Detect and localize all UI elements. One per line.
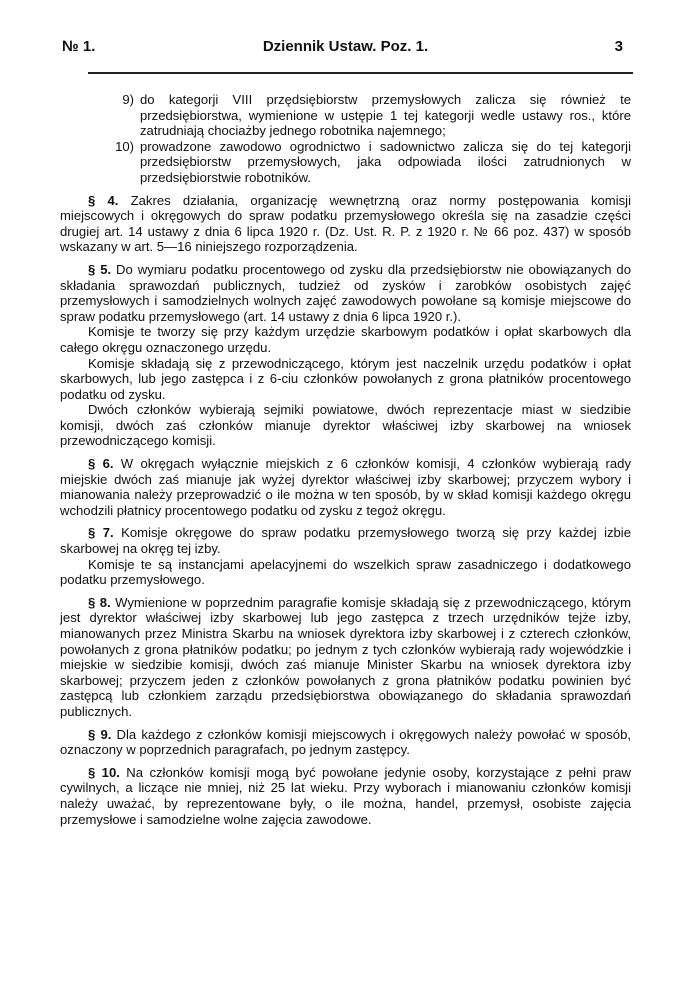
journal-title: Dziennik Ustaw. Poz. 1. [262,38,429,55]
section-mark: § 4. [88,192,119,208]
header-rule [88,72,633,74]
section-text: Komisje okręgowe do spraw podatku przemysłowego tworzą się przy każdej izbie skarbowej na okręg tej izby. [60,525,632,557]
section-mark: § 8. [88,594,111,610]
section-8 [60,595,631,720]
document-body [60,92,631,827]
section-text: Zakres działania, organizację wewnętrzną oraz normy postępowania komisji miejscowych i okręgowych do spraw podatku przemysłowego określa się na zasadzie części drugiej art. 14 ustawy z dnia 6 lipca 1920 r. (Dz. Ust. R. P. z 1920 r. № 66 poz. 437) w sposób wskazany w art. 5—16 niniejszego rozporządzenia. [60,192,631,255]
section-mark: § 7. [88,525,114,541]
section-9 [60,727,631,758]
section-10 [60,765,631,827]
section-4 [60,193,631,255]
section-text: Dla każdego z członków komisji miejscowych i okręgowych należy powołać w sposób, oznaczony w poprzednich paragrafach, po jednym zastępcy. [60,726,631,758]
list-item [60,139,631,186]
item-number: 9) [122,92,134,107]
section-text: Do wymiaru podatku procentowego od zysku dla przedsiębiorstw nie obowiązanych do składania sprawozdań publicznych, tudzież od zysków i zarobków osobistych zajęć przemysłowych i samodzielnych wolnych zajęć zawodowych powołane są komisje miejscowe do spraw podatku przemysłowego (art. 14 ustawy z dnia 6 lipca 1920 r.). [60,261,631,324]
issue-number: № 1. [62,38,96,55]
section-6 [60,456,631,518]
section-mark: § 5. [88,261,112,277]
paragraph: Komisje składają się z przewodniczącego, którym jest naczelnik urzędu podatków i opłat skarbowych, lub jego zastępca i z 6-ciu członków powołanych z grona płatników procentowego podatku od zysku. [60,355,631,402]
item-text: prowadzone zawodowo ogrodnictwo i sadownictwo zalicza się do tej kategorji przedsiębiorstw przemysłowych, jaka odpowiada ilości zatrudnionych w przedsiębiorstwie robotników. [140,138,631,185]
section-text: Na członków komisji mogą być powołane jedynie osoby, korzystające z pełni praw cywilnych, a liczące nie mniej, niż 25 lat wieku. Przy wyborach i mianowaniu członków komisji należy uważać, by reprezentowane były, o ile można, handel, przemysł, osobiste zajęcia przemysłowe i samodzielne wolne zajęcia zawodowe. [60,764,631,827]
item-number: 10) [115,138,134,154]
item-text: do kategorji VIII przędsiębiorstw przemysłowych zalicza się również te przedsiębiorstwa, wymienione w ustępie 1 tej kategorji wedle ustawy ros., które zatrudniają chociażby jednego robotnika najemnego; [140,92,631,139]
section-mark: § 10. [88,764,120,780]
section-text: Wymienione w poprzednim paragrafie komisje składają się z przewodniczącego, którym jest dyrektor właściwej izby skarbowej lub jego zastępca z trzech urzędników tejże izby, mianowanych przez Ministra Skarbu na wniosek dyrektora izby skarbowej i z czterech członków, powołanych z grona płatników podatku; po jednym z tych członków wybierają rady wojewódzkie i miejskie w siedzibie komisji, dwóch zaś mianuje Minister Skarbu na wniosek dyrektora izby skarbowej; przyczem jeden z członków powołanych z grona płatników podatku powinien być zastępcą lub członkiem zarządu przedsiębiorstwa obowiązanego do składania sprawozdań publicznych. [60,594,631,719]
section-mark: § 9. [88,726,112,742]
paragraph: Komisje te są instancjami apelacyjnemi do wszelkich spraw zasadniczego i dodatkowego podatku przemysłowego. [60,556,631,588]
page-number: 3 [614,38,623,55]
running-header [60,38,631,62]
list-item [60,92,631,139]
section-5 [60,262,631,324]
section-mark: § 6. [88,456,114,472]
section-7 [60,525,631,556]
paragraph: Dwóch członków wybierają sejmiki powiatowe, dwóch reprezentacje miast w siedzibie komisji, dwóch zaś członków mianuje dyrektor właściwej izby skarbowej na wniosek przewodniczącego komisji. [60,402,631,449]
paragraph: Komisje te tworzy się przy każdym urzędzie skarbowym podatków i opłat skarbowych dla całego okręgu oznaczonego urzędu. [60,324,631,355]
section-text: W okręgach wyłącznie miejskich z 6 członków komisji, 4 członków wybierają rady miejskie dwóch zaś mianuje jak wyżej dyrektor właściwej izby skarbowej; przyczem wybory i mianowania należy przeprowadzić o ile można w ten sposób, by w skład komisji każdego okręgu wchodzili płatnicy procentowego podatku od zysku z tegoż okręgu. [60,456,632,518]
